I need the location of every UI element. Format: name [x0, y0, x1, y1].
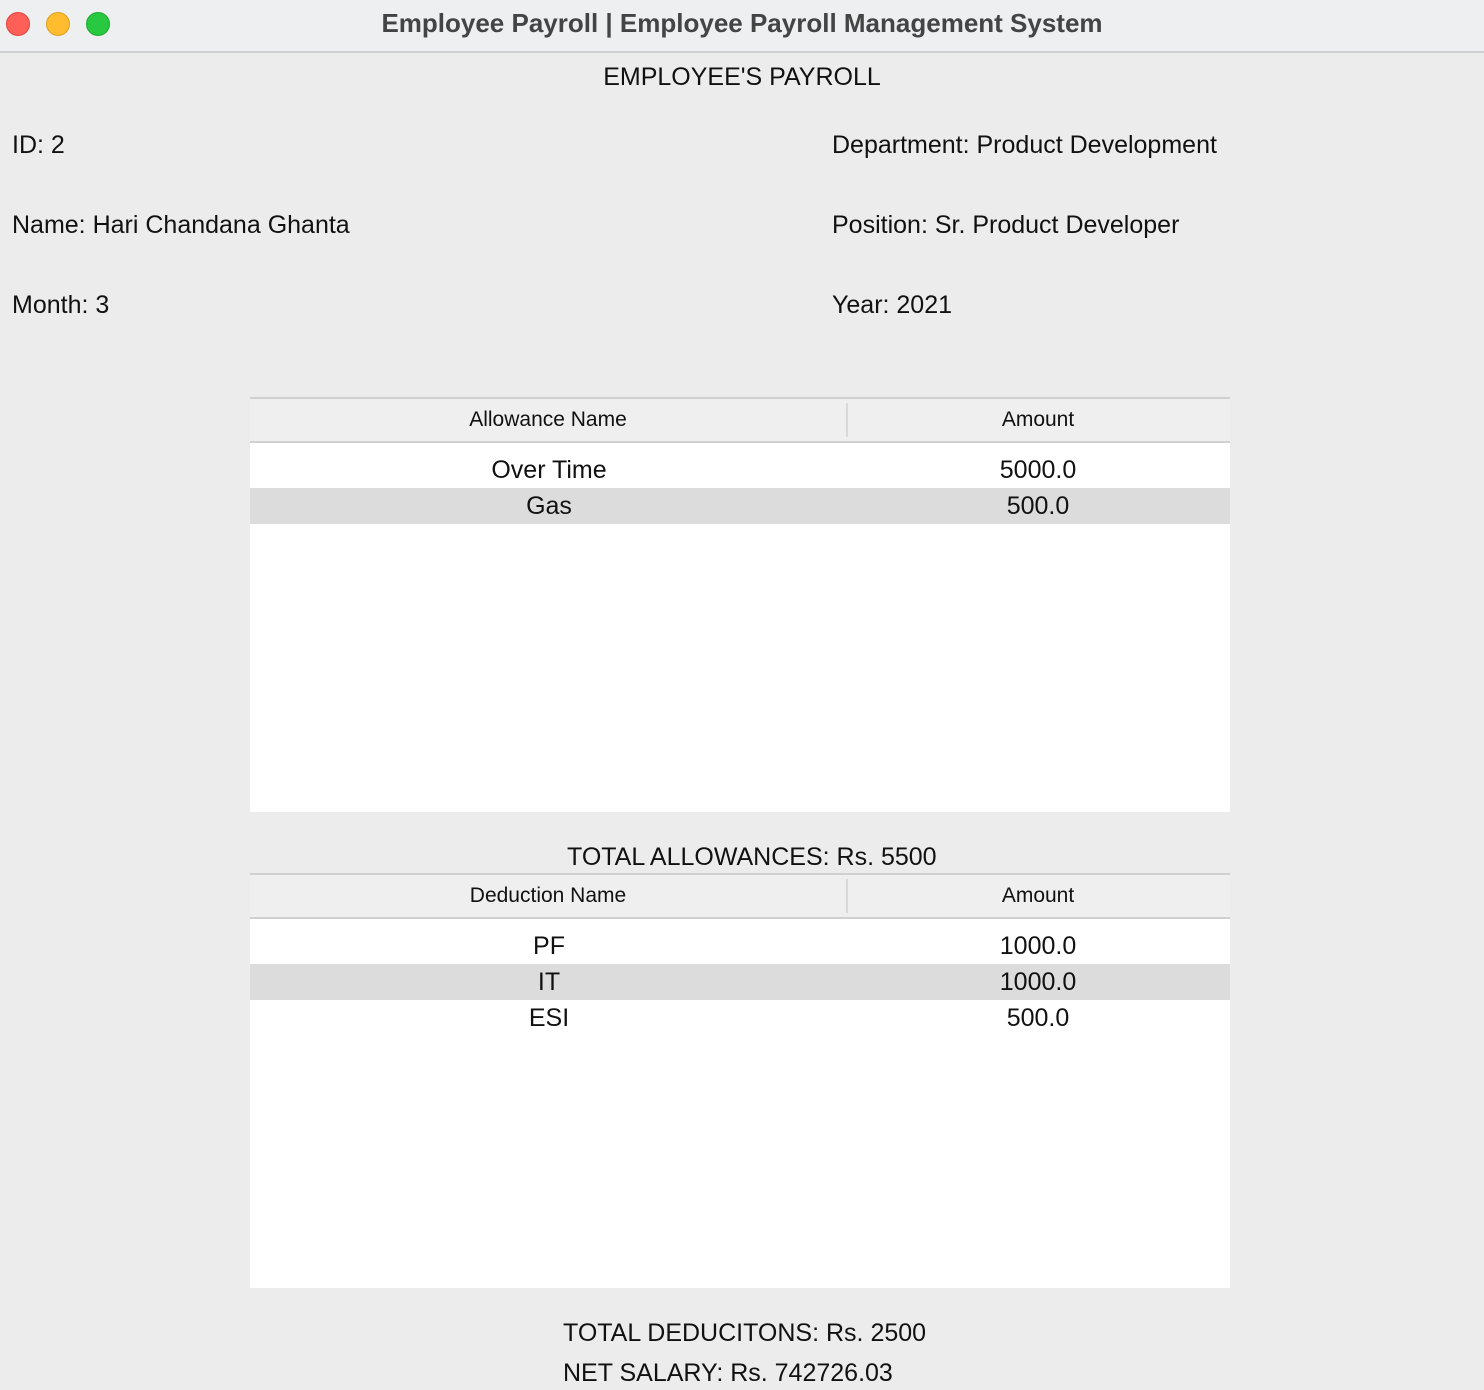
- table-header: [250, 873, 1230, 919]
- table-row[interactable]: [250, 964, 1230, 1000]
- employee-position: Position: Sr. Product Developer: [832, 211, 1180, 239]
- table-row[interactable]: [250, 452, 1230, 488]
- window-title: Employee Payroll | Employee Payroll Management System: [381, 8, 1103, 38]
- employee-name: Name: Hari Chandana Ghanta: [12, 211, 350, 239]
- payroll-year: Year: 2021: [832, 291, 953, 319]
- allowance-name: Gas: [526, 491, 572, 520]
- table-row[interactable]: [250, 928, 1230, 964]
- total-deductions: TOTAL DEDUCITONS: Rs. 2500: [563, 1319, 927, 1347]
- employee-department: Department: Product Development: [832, 131, 1217, 159]
- allowance-amount: 500.0: [1006, 491, 1070, 520]
- allowances-table[interactable]: [250, 397, 1230, 812]
- employee-id: ID: 2: [12, 131, 65, 159]
- column-header-deduction-name[interactable]: Deduction Name: [250, 879, 848, 913]
- deduction-amount: 1000.0: [999, 931, 1077, 960]
- deduction-name: ESI: [528, 1003, 570, 1032]
- deductions-table[interactable]: [250, 873, 1230, 1288]
- column-header-amount[interactable]: Amount: [1001, 884, 1075, 907]
- page-title: EMPLOYEE'S PAYROLL: [603, 63, 881, 91]
- allowance-name: Over Time: [491, 455, 607, 484]
- allowance-amount: 5000.0: [999, 455, 1077, 484]
- deduction-amount: 1000.0: [999, 967, 1077, 996]
- table-row[interactable]: [250, 488, 1230, 524]
- total-allowances: TOTAL ALLOWANCES: Rs. 5500: [567, 843, 937, 871]
- net-salary: NET SALARY: Rs. 742726.03: [563, 1359, 893, 1387]
- payroll-month: Month: 3: [12, 291, 110, 319]
- table-header: [250, 397, 1230, 443]
- deduction-amount: 500.0: [1006, 1003, 1070, 1032]
- table-row[interactable]: [250, 1000, 1230, 1036]
- deduction-name: IT: [537, 967, 561, 996]
- column-header-amount[interactable]: Amount: [1001, 408, 1075, 431]
- column-header-allowance-name[interactable]: Allowance Name: [250, 403, 848, 437]
- title-bar: [0, 0, 1484, 53]
- deduction-name: PF: [533, 931, 565, 960]
